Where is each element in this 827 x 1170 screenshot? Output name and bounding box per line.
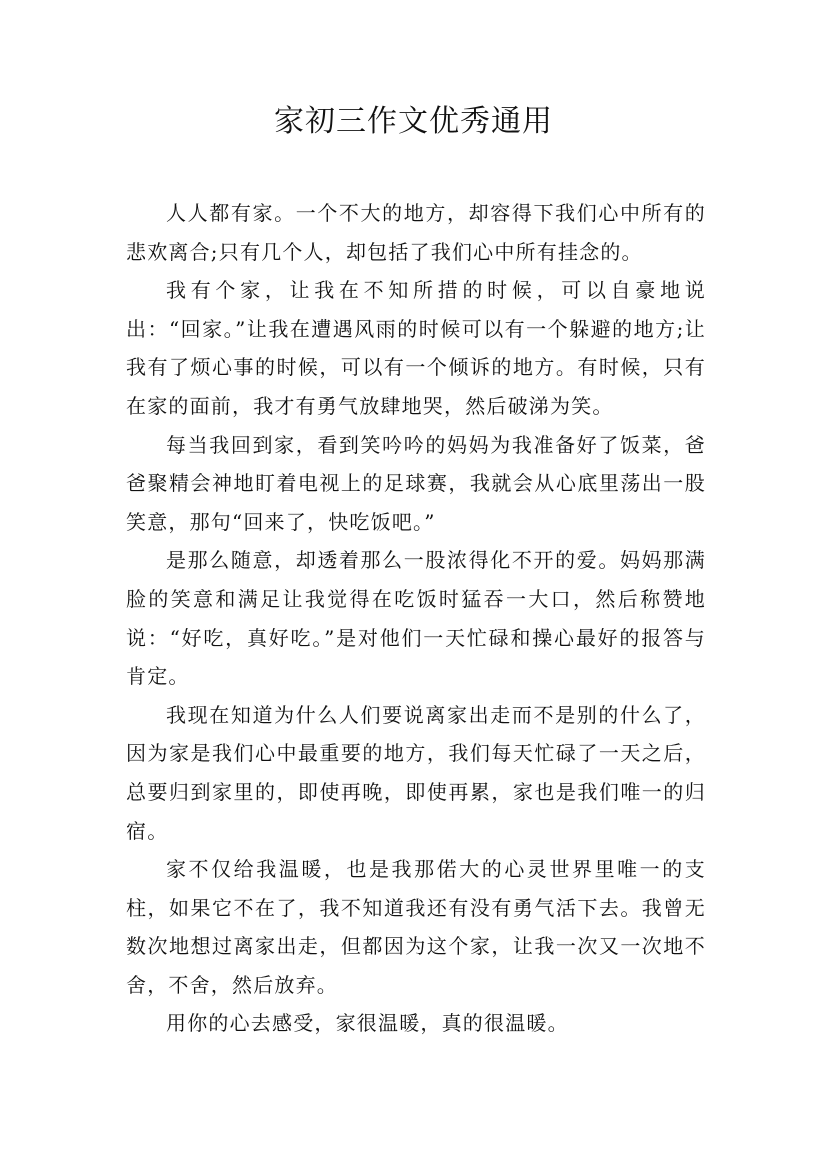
paragraph: 家不仅给我温暖，也是我那偌大的心灵世界里唯一的支柱，如果它不在了，我不知道我还有没有勇气活下去。我曾无数次地想过离家出走，但都因为这个家，让我一次又一次地不舍，不舍，然后放弃。 — [126, 857, 706, 997]
paragraph: 人人都有家。一个不大的地方，却容得下我们心中所有的悲欢离合;只有几个人，却包括了我们心中所有挂念的。 — [126, 201, 706, 264]
paragraph: 每当我回到家，看到笑吟吟的妈妈为我准备好了饭菜，爸爸聚精会神地盯着电视上的足球赛，我就会从心底里荡出一股笑意，那句“回来了，快吃饭吧。” — [126, 432, 706, 534]
paragraph: 我有个家，让我在不知所措的时候，可以自豪地说出：“回家。”让我在遭遇风雨的时候可以有一个躲避的地方;让我有了烦心事的时候，可以有一个倾诉的地方。有时候，只有在家的面前，我才有勇气放肆地哭，然后破涕为笑。 — [126, 278, 706, 418]
paragraph: 我现在知道为什么人们要说离家出走而不是别的什么了，因为家是我们心中最重要的地方，我们每天忙碌了一天之后，总要归到家里的，即使再晚，即使再累，家也是我们唯一的归宿。 — [126, 702, 706, 843]
paragraph: 用你的心去感受，家很温暖，真的很温暖。 — [166, 1011, 569, 1036]
paragraph: 是那么随意，却透着那么一股浓得化不开的爱。妈妈那满脸的笑意和满足让我觉得在吃饭时猛吞一大口，然后称赞地说：“好吃，真好吃。”是对他们一天忙碌和操心最好的报答与肯定。 — [126, 548, 706, 689]
document-title: 家初三作文优秀通用 — [274, 104, 553, 139]
document-body — [126, 194, 706, 1043]
